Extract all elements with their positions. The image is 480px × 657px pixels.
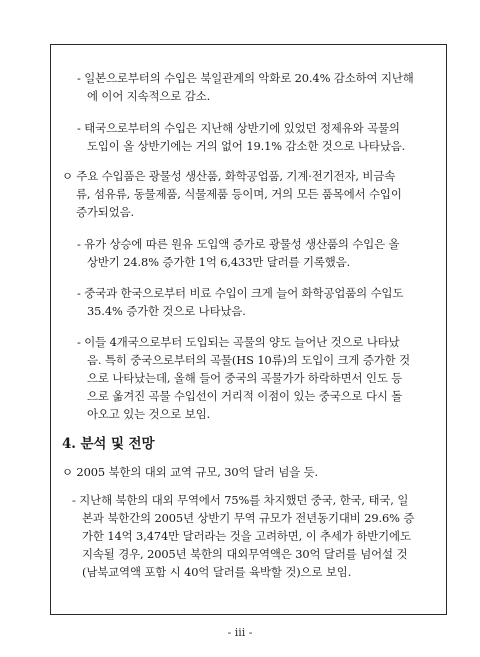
paragraph-line: ㅇ 주요 수입품은 광물성 생산품, 화학공업품, 기계·전기전자, 비금속 xyxy=(62,169,396,183)
paragraph-line: 증가되었음. xyxy=(76,205,135,219)
page-number: - iii - xyxy=(227,626,253,639)
paragraph-line: 35.4% 증가한 것으로 나타났음. xyxy=(87,304,246,318)
paragraph-line: - 태국으로부터의 수입은 지난해 상반기에 있었던 정제유와 곡물의 xyxy=(77,121,400,135)
paragraph-line: 도입이 올 상반기에는 거의 없어 19.1% 감소한 것으로 나타났음. xyxy=(87,139,406,153)
paragraph-line: 아오고 있는 것으로 보임. xyxy=(87,407,211,421)
paragraph-line: 가한 14억 3,474만 달러라는 것을 고려하면, 이 추세가 하반기에도 xyxy=(82,529,411,543)
section-heading: 4. 분석 및 전망 xyxy=(62,436,155,452)
document-body xyxy=(50,0,447,657)
paragraph-line: 지속될 경우, 2005년 북한의 대외무역액은 30억 달러를 넘어설 것 xyxy=(82,547,408,561)
paragraph-line: 에 이어 지속적으로 감소. xyxy=(87,89,211,103)
paragraph-line: - 유가 상승에 따른 원유 도입액 증가로 광물성 생산품의 수입은 올 xyxy=(77,237,400,251)
paragraph-line: 본과 북한간의 2005년 상반기 무역 규모가 전년동기대비 29.6% 증 xyxy=(82,511,415,525)
paragraph-line: 음. 특히 중국으로부터의 곡물(HS 10류)의 도입이 크게 증가한 것 xyxy=(87,353,410,367)
paragraph-line: - 지난해 북한의 대외 무역에서 75%를 차지했던 중국, 한국, 태국, 일 xyxy=(72,493,409,507)
paragraph-line: - 일본으로부터의 수입은 북일관계의 악화로 20.4% 감소하여 지난해 xyxy=(77,71,414,85)
paragraph-line: - 이들 4개국으로부터 도입되는 곡물의 양도 늘어난 것으로 나타났 xyxy=(77,335,400,349)
paragraph-line: 상반기 24.8% 증가한 1억 6,433만 달러를 기록했음. xyxy=(87,255,351,269)
paragraph-line: (남북교역액 포함 시 40억 달러를 육박할 것)으로 보임. xyxy=(82,565,352,579)
paragraph-line: 으로 나타났는데, 올해 들어 중국의 곡물가가 하락하면서 인도 등 xyxy=(87,371,403,385)
paragraph-line: 으로 옮겨진 곡물 수입선이 거리적 이점이 있는 중국으로 다시 돌 xyxy=(87,389,403,403)
paragraph-line: - 중국과 한국으로부터 비료 수입이 크게 늘어 화학공업품의 수입도 xyxy=(77,286,404,300)
paragraph-line: 류, 섬유류, 동물제품, 식물제품 등이며, 거의 모든 품목에서 수입이 xyxy=(76,187,402,201)
section-point: ㅇ 2005 북한의 대외 교역 규모, 30억 달러 넘을 듯. xyxy=(62,465,319,479)
